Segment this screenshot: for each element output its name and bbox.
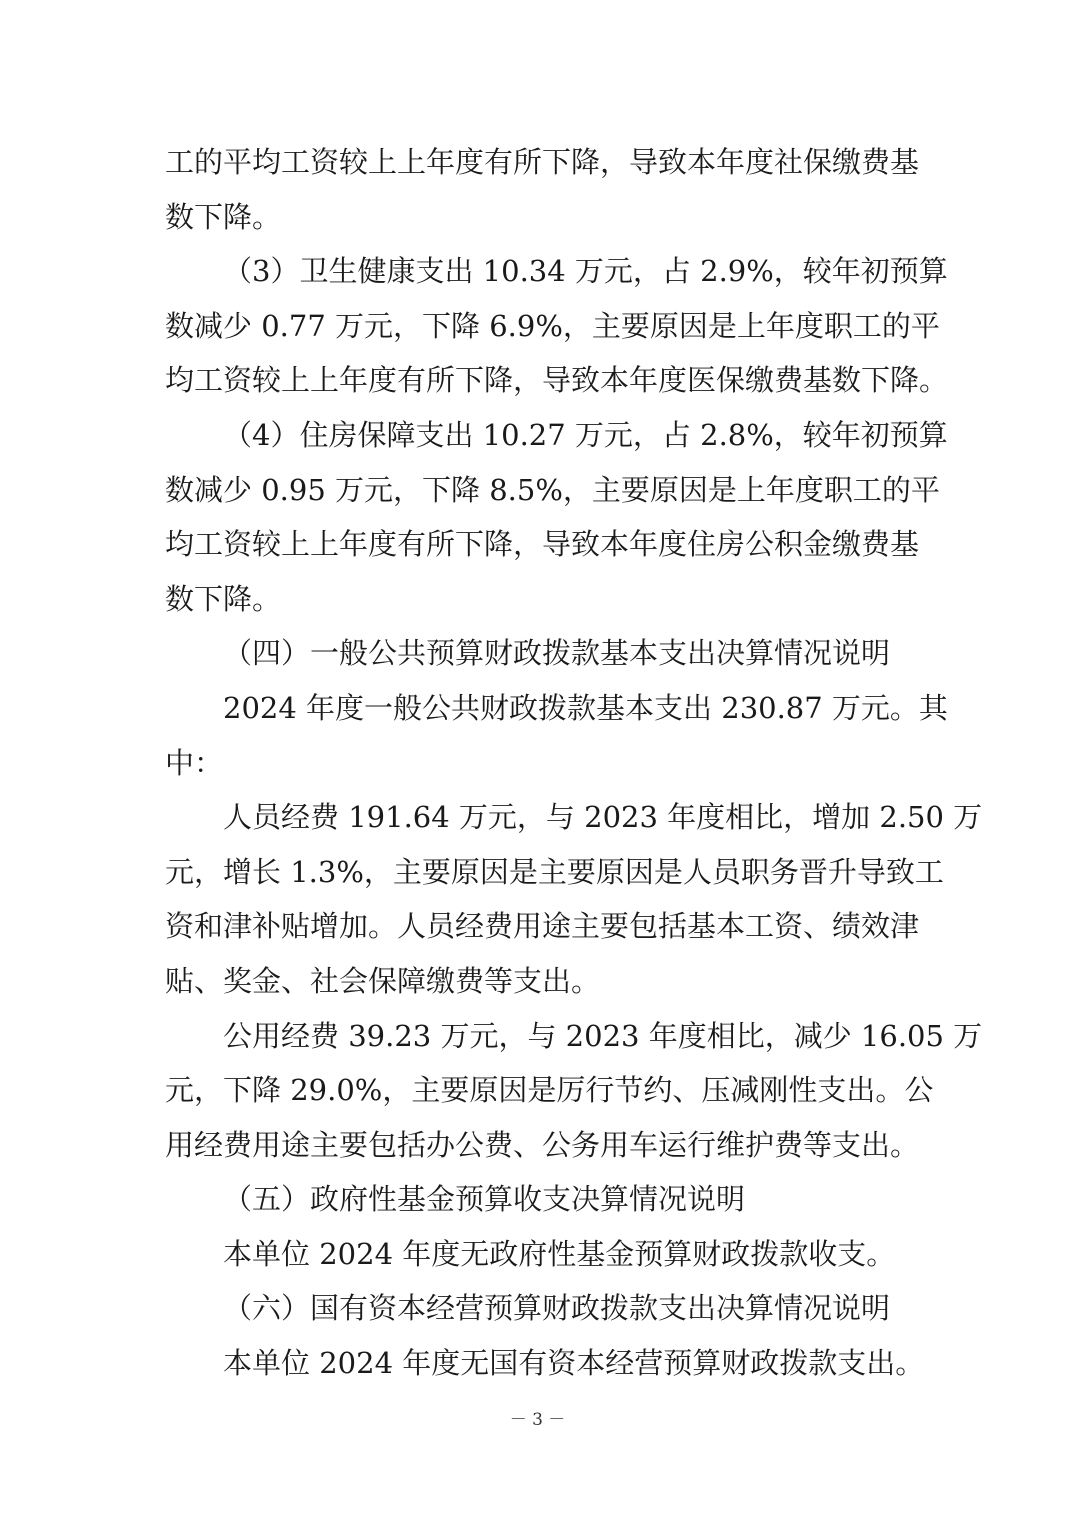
paragraph-line: （3）卫生健康支出 10.34 万元，占 2.9%，较年初预算: [223, 254, 948, 289]
body-text: [165, 135, 983, 1391]
paragraph-line: 公用经费 39.23 万元，与 2023 年度相比，减少 16.05 万: [223, 1018, 983, 1053]
paragraph-line: 元，增长 1.3%，主要原因是主要原因是人员职务晋升导致工: [165, 854, 944, 889]
paragraph-line: 贴、奖金、社会保障缴费等支出。: [165, 963, 601, 998]
section-heading: （五）政府性基金预算收支决算情况说明: [223, 1182, 746, 1217]
paragraph-line: 中：: [165, 745, 224, 780]
paragraph-line: （4）住房保障支出 10.27 万元，占 2.8%，较年初预算: [223, 417, 948, 452]
paragraph-line: 元，下降 29.0%，主要原因是厉行节约、压减刚性支出。公: [165, 1073, 934, 1108]
paragraph-line: 用经费用途主要包括办公费、公务用车运行维护费等支出。: [165, 1127, 920, 1162]
page-number: － 3 －: [509, 1410, 566, 1430]
paragraph-line: 本单位 2024 年度无政府性基金预算财政拨款收支。: [223, 1236, 896, 1271]
paragraph-line: 均工资较上上年度有所下降，导致本年度住房公积金缴费基: [165, 527, 920, 562]
paragraph-line: 数减少 0.77 万元，下降 6.9%，主要原因是上年度职工的平: [165, 308, 940, 343]
paragraph-line: 工的平均工资较上上年度有所下降，导致本年度社保缴费基: [165, 145, 920, 179]
section-heading: （四）一般公共预算财政拨款基本支出决算情况说明: [223, 636, 891, 671]
paragraph-line: 数下降。: [165, 581, 282, 616]
paragraph-line: 均工资较上上年度有所下降，导致本年度医保缴费基数下降。: [165, 363, 949, 398]
section-heading: （六）国有资本经营预算财政拨款支出决算情况说明: [223, 1291, 891, 1326]
paragraph-line: 资和津补贴增加。人员经费用途主要包括基本工资、绩效津: [165, 909, 920, 944]
paragraph-line: 数下降。: [165, 199, 282, 234]
paragraph-line: 本单位 2024 年度无国有资本经营预算财政拨款支出。: [223, 1346, 925, 1381]
paragraph-line: 数减少 0.95 万元，下降 8.5%，主要原因是上年度职工的平: [165, 472, 940, 507]
paragraph-line: 人员经费 191.64 万元，与 2023 年度相比，增加 2.50 万: [223, 800, 983, 835]
paragraph-line: 2024 年度一般公共财政拨款基本支出 230.87 万元。其: [223, 690, 948, 725]
